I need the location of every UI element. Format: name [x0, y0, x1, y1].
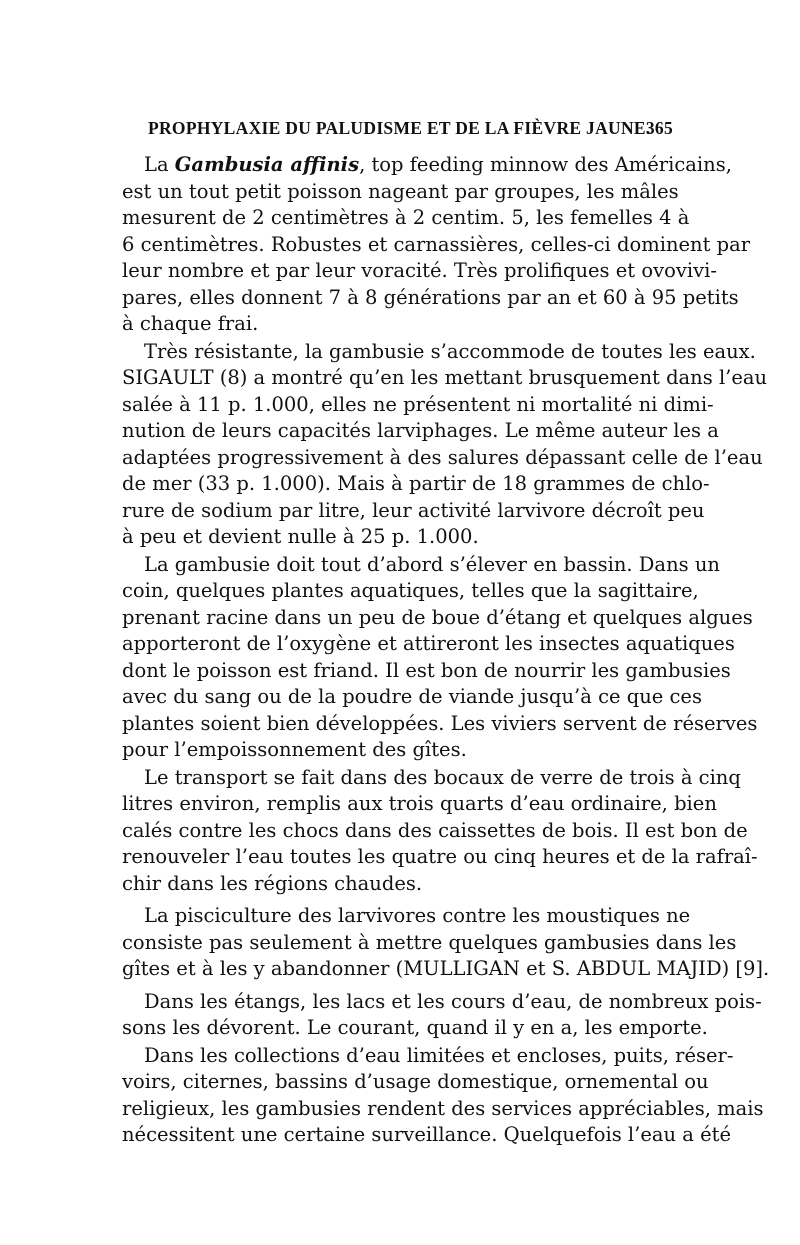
text-line: à peu et devient nulle à 25 p. 1.000. [122, 525, 479, 548]
paragraph [122, 339, 768, 551]
text-line: de mer (33 p. 1.000). Mais à partir de 18 grammes de chlo- [122, 472, 710, 495]
running-title: PROPHYLAXIE DU PALUDISME ET DE LA FIÈVRE JAUNE. [148, 118, 651, 138]
text-line: prenant racine dans un peu de boue d’étang et quelques algues [122, 605, 753, 629]
text-line: renouveler l’eau toutes les quatre ou cinq heures et de la rafraî- [122, 845, 758, 868]
text-line: leur nombre et par leur voracité. Très prolifiques et ovovivi- [122, 259, 717, 282]
text-line: Dans les collections d’eau limitées et encloses, puits, réser- [144, 1043, 734, 1067]
body-text [122, 152, 770, 1149]
paragraph [122, 152, 751, 338]
species-name: Gambusia affinis [174, 153, 360, 176]
paragraph [122, 989, 762, 1042]
paragraph [122, 903, 770, 983]
text-line: gîtes et à les y abandonner (MULLIGAN et S. ABDUL MAJID) [9]. [122, 957, 770, 980]
text-line: pares, elles donnent 7 à 8 générations par an et 60 à 95 petits [122, 285, 739, 309]
text-line: plantes soient bien développées. Les viviers servent de réserves [122, 711, 758, 735]
text-line: consiste pas seulement à mettre quelques gambusies dans les [122, 930, 737, 954]
text-line: chir dans les régions chaudes. [122, 871, 423, 895]
text-line: religieux, les gambusies rendent des services appréciables, mais [122, 1096, 764, 1120]
text-line: mesurent de 2 centimètres à 2 centim. 5, les femelles 4 à [122, 206, 690, 229]
text-line: La Gambusia affinis, top feeding minnow des Américains, [144, 153, 732, 176]
text-line: La gambusie doit tout d’abord s’élever en bassin. Dans un [144, 552, 720, 576]
text-line: dont le poisson est friand. Il est bon de nourrir les gambusies [122, 658, 731, 682]
text-line: pour l’empoissonnement des gîtes. [122, 738, 467, 761]
text-line: La pisciculture des larvivores contre les moustiques ne [144, 904, 691, 927]
paragraph [122, 552, 758, 764]
text-line: Le transport se fait dans des bocaux de verre de trois à cinq [144, 765, 741, 789]
text-line: nécessitent une certaine surveillance. Quelquefois l’eau a été [122, 1123, 732, 1146]
text-line: salée à 11 p. 1.000, elles ne présentent ni mortalité ni dimi- [122, 392, 714, 416]
text-line: voirs, citernes, bassins d’usage domestique, ornemental ou [122, 1070, 709, 1093]
text-line: est un tout petit poisson nageant par groupes, les mâles [122, 179, 679, 203]
text-line: SIGAULT (8) a montré qu’en les mettant brusquement dans l’eau [122, 366, 768, 389]
text-line: 6 centimètres. Robustes et carnassières, celles-ci dominent par [122, 232, 751, 256]
page-number: 365 [645, 118, 673, 138]
text-line: apporteront de l’oxygène et attireront les insectes aquatiques [122, 632, 735, 655]
text-line: nution de leurs capacités larviphages. Le même auteur les a [122, 419, 719, 442]
text-line: Très résistante, la gambusie s’accommode de toutes les eaux. [144, 339, 756, 363]
text-line: Dans les étangs, les lacs et les cours d’eau, de nombreux pois- [144, 989, 762, 1013]
paragraph [122, 765, 758, 898]
text-line: à chaque frai. [122, 312, 259, 335]
text-line: litres environ, remplis aux trois quarts d’eau ordinaire, bien [122, 792, 717, 815]
paragraph [122, 1043, 764, 1149]
text-line: coin, quelques plantes aquatiques, telles que la sagittaire, [122, 579, 699, 602]
text-line: sons les dévorent. Le courant, quand il y en a, les emporte. [122, 1016, 708, 1039]
text-line: calés contre les chocs dans des caissettes de bois. Il est bon de [122, 818, 748, 842]
text-line: rure de sodium par litre, leur activité larvivore décroît peu [122, 498, 705, 522]
text-line: adaptées progressivement à des salures dépassant celle de l’eau [122, 445, 763, 469]
text-line: avec du sang ou de la poudre de viande jusqu’à ce que ces [122, 685, 702, 708]
running-header [148, 112, 673, 142]
